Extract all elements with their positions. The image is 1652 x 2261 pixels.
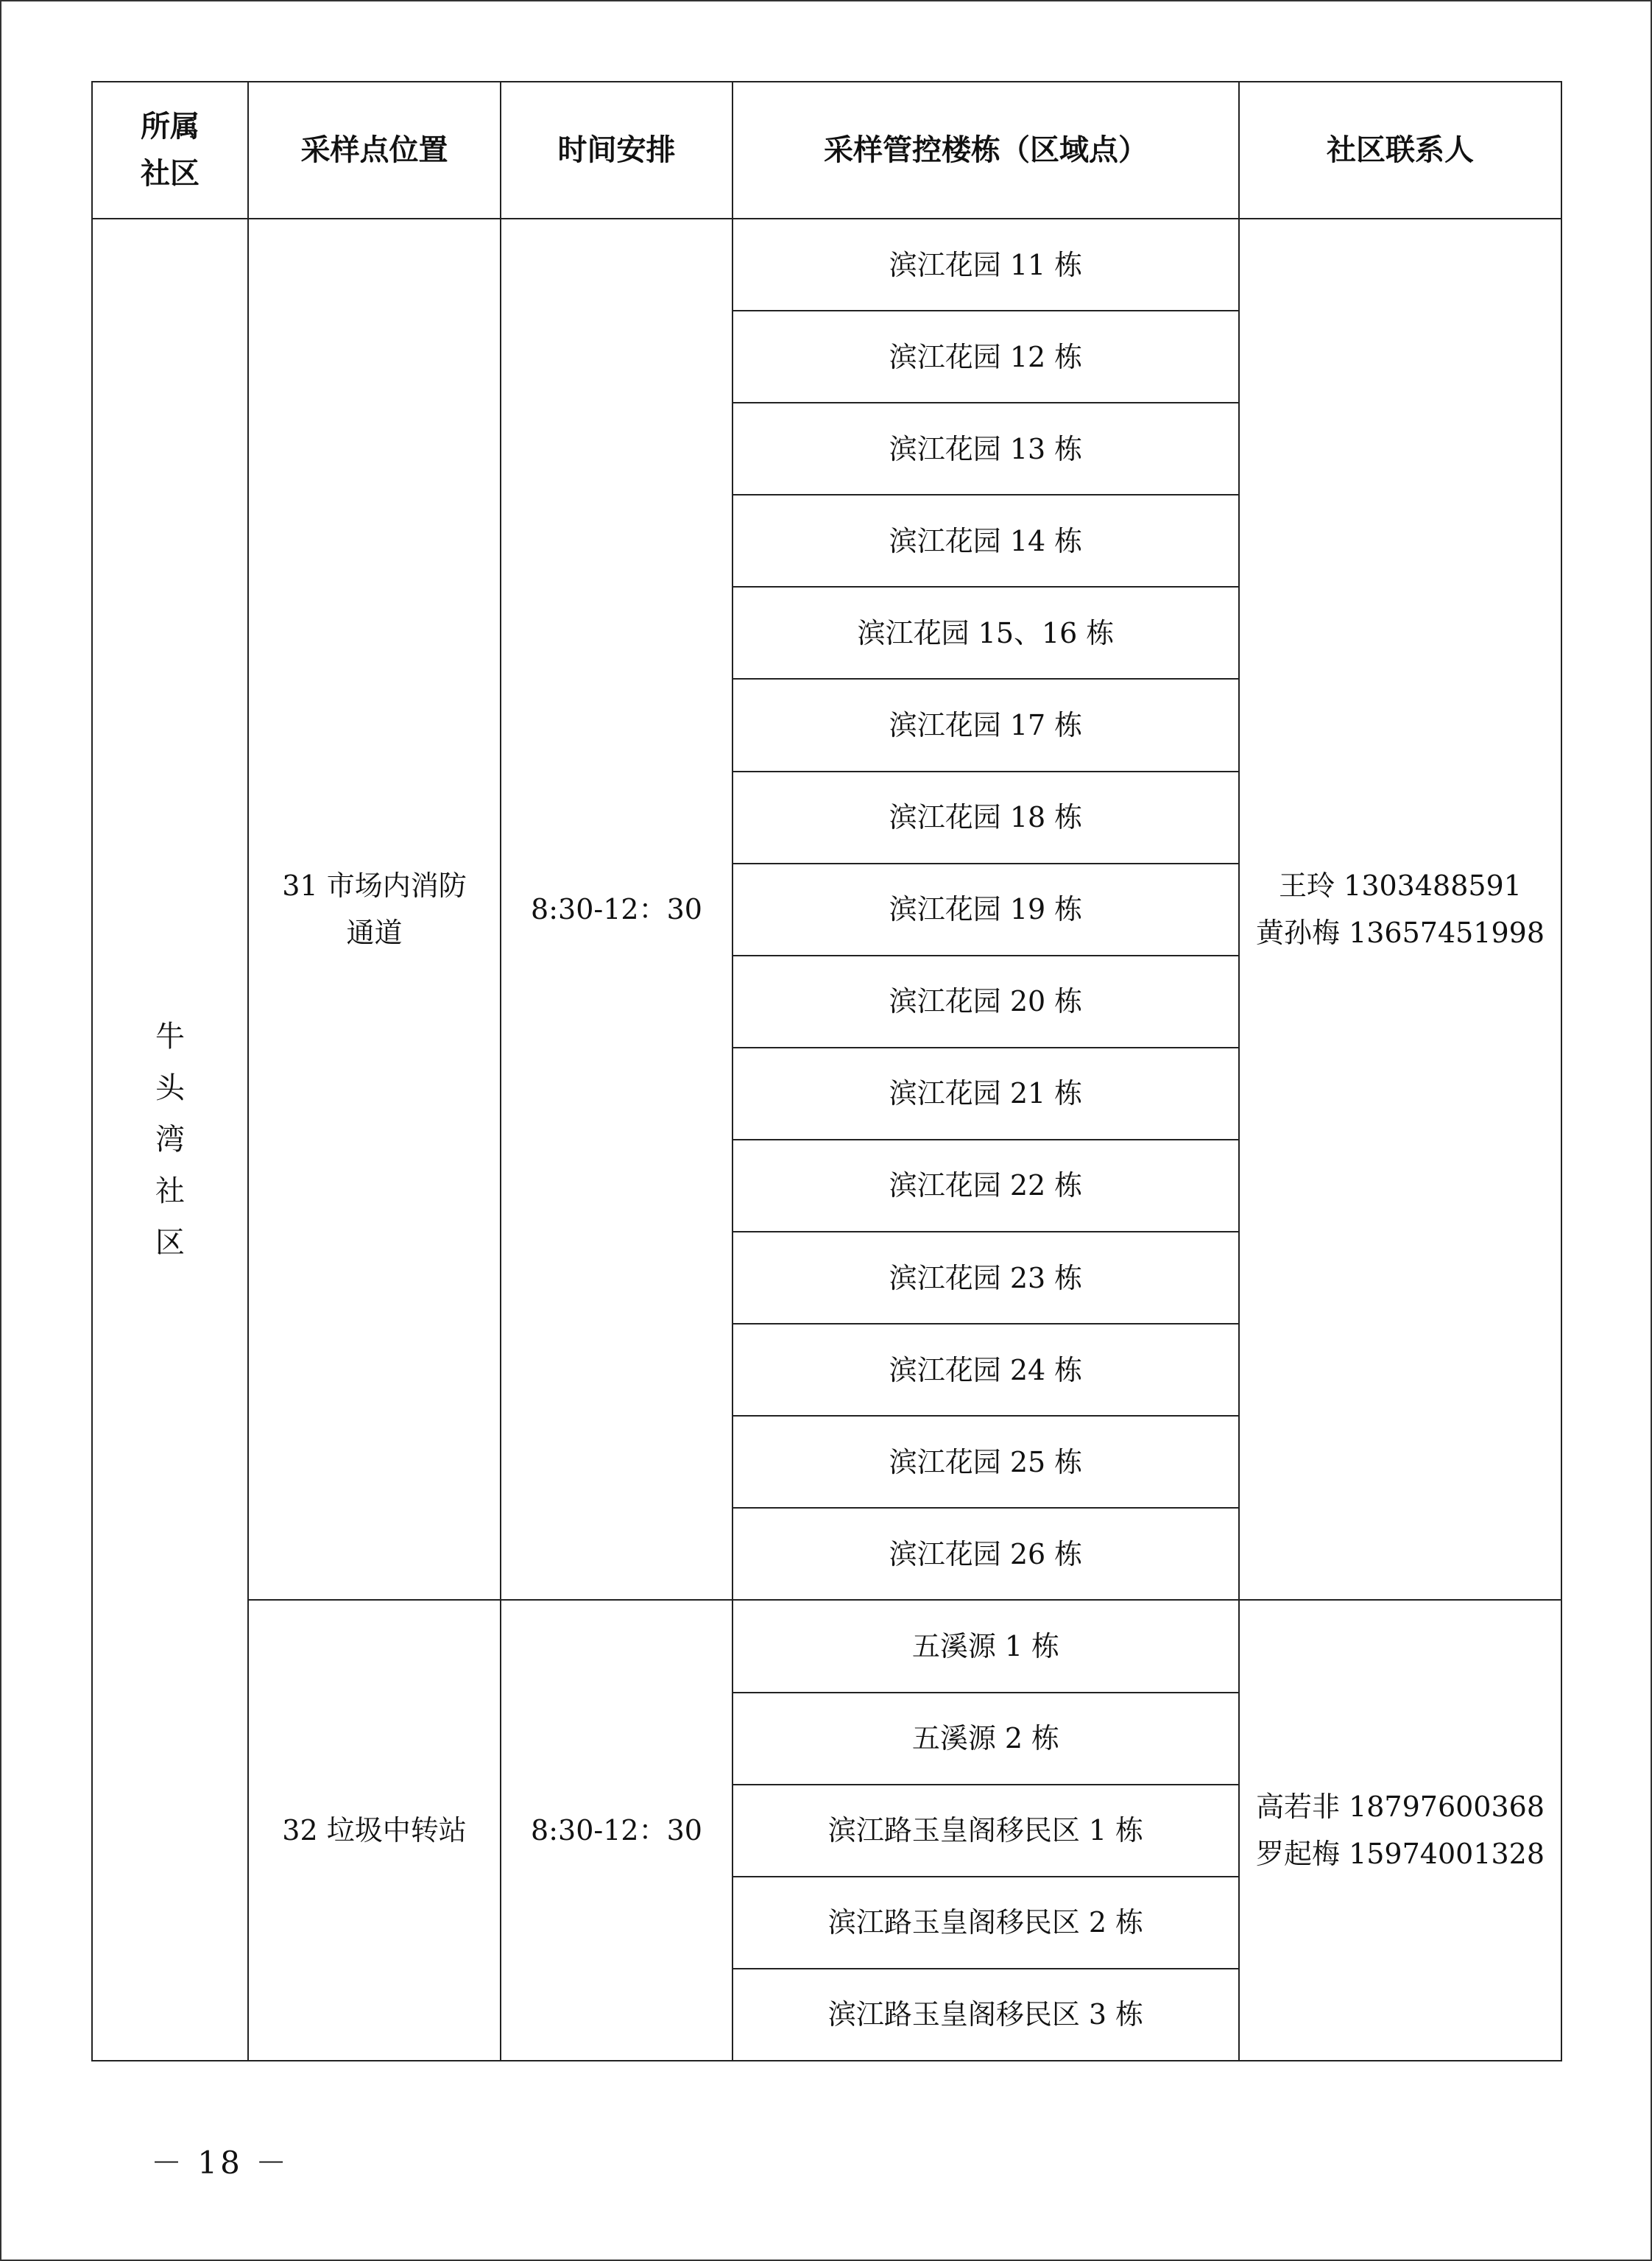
building-cell: 滨江花园 25 栋 — [733, 1416, 1239, 1508]
building-cell: 滨江花园 12 栋 — [733, 311, 1239, 403]
page-number: － 18 － — [151, 2145, 290, 2181]
building-cell: 滨江花园 18 栋 — [733, 772, 1239, 864]
building-cell: 滨江花园 17 栋 — [733, 679, 1239, 771]
building-cell: 滨江花园 24 栋 — [733, 1324, 1239, 1416]
building-cell: 滨江花园 15、16 栋 — [733, 587, 1239, 679]
building-cell: 滨江花园 11 栋 — [733, 219, 1239, 311]
building-cell: 滨江花园 13 栋 — [733, 403, 1239, 495]
contact-line1: 王玲 1303488591 — [1279, 870, 1522, 903]
header-time: 时间安排 — [501, 82, 733, 219]
building-cell: 五溪源 1 栋 — [733, 1600, 1239, 1692]
location-line1: 32 垃圾中转站 — [282, 1814, 467, 1847]
contact-line1: 高若非 18797600368 — [1255, 1791, 1545, 1824]
header-location: 采样点位置 — [248, 82, 501, 219]
building-cell: 滨江路玉皇阁移民区 2 栋 — [733, 1877, 1239, 1969]
community-name: 牛头湾社区 — [155, 1020, 185, 1260]
time-cell: 8:30-12：30 — [501, 1600, 733, 2061]
building-cell: 五溪源 2 栋 — [733, 1693, 1239, 1785]
header-community — [92, 82, 248, 219]
header-community-line2: 社区 — [141, 156, 200, 191]
building-cell: 滨江路玉皇阁移民区 1 栋 — [733, 1785, 1239, 1877]
building-cell: 滨江花园 21 栋 — [733, 1048, 1239, 1140]
building-cell: 滨江路玉皇阁移民区 3 栋 — [733, 1969, 1239, 2061]
building-cell: 滨江花园 19 栋 — [733, 864, 1239, 956]
building-cell: 滨江花园 23 栋 — [733, 1232, 1239, 1324]
location-line2: 通道 — [346, 917, 403, 950]
contact-line2: 黄孙梅 13657451998 — [1255, 917, 1545, 950]
table-row — [92, 219, 1561, 311]
sampling-schedule-table — [91, 81, 1562, 2061]
location-cell — [248, 1600, 501, 2061]
contact-cell — [1239, 219, 1561, 1600]
building-cell: 滨江花园 14 栋 — [733, 495, 1239, 587]
contact-cell — [1239, 1600, 1561, 2061]
header-buildings: 采样管控楼栋（区域点） — [733, 82, 1239, 219]
header-community-line1: 所属 — [141, 109, 200, 144]
location-cell — [248, 219, 501, 1600]
building-cell: 滨江花园 22 栋 — [733, 1140, 1239, 1232]
community-cell — [92, 219, 248, 2061]
time-cell: 8:30-12：30 — [501, 219, 733, 1600]
building-cell: 滨江花园 20 栋 — [733, 956, 1239, 1048]
header-contact: 社区联系人 — [1239, 82, 1561, 219]
table-body — [92, 219, 1561, 2061]
building-cell: 滨江花园 26 栋 — [733, 1508, 1239, 1600]
header-row — [92, 82, 1561, 219]
location-line1: 31 市场内消防 — [282, 870, 467, 903]
table-row — [92, 1600, 1561, 1692]
contact-line2: 罗起梅 15974001328 — [1255, 1838, 1545, 1871]
